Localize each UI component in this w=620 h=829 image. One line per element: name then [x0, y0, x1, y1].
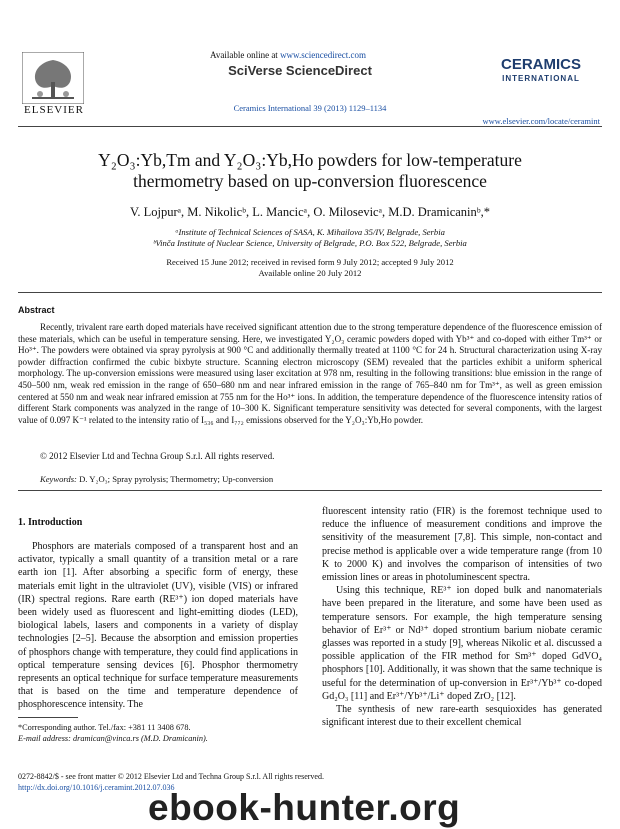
keywords-list: D. Y₂O₃; Spray pyrolysis; Thermometry; Up-conversion	[76, 474, 274, 484]
abstract-body	[18, 322, 602, 426]
available-online-line	[210, 50, 366, 60]
copyright-notice: © 2012 Elsevier Ltd and Techna Group S.r.l. All rights reserved.	[40, 451, 275, 461]
journal-logo	[486, 58, 596, 86]
journal-logo-line2: INTERNATIONAL	[502, 74, 580, 83]
available-online-date: Available online 20 July 2012	[258, 268, 362, 278]
journal-url-link[interactable]: www.elsevier.com/locate/ceramint	[482, 116, 600, 126]
affiliations	[30, 227, 590, 249]
affiliation-a: ᵃInstitute of Technical Sciences of SASA, K. Mihailova 35/IV, Belgrade, Serbia	[175, 227, 445, 237]
watermark-text: ebook-hunter.org	[148, 787, 461, 828]
intro-paragraph-2: fluorescent intensity ratio (FIR) is the foremost technique used to reduce the influence of measurement conditions and improve the sensitivity of the measurement [7,8]. This simple, non-contact and precise method is applicable over a wide temperature range (from 10 K to 2000 K) and involves the comparison of intensities of two emission lines or areas in photoluminescent spectra.	[322, 506, 602, 584]
publisher-name: ELSEVIER	[24, 104, 84, 116]
article-history	[30, 257, 590, 279]
journal-logo-line1: CERAMICS	[500, 56, 581, 73]
article-title-line1: Y₂O₃:Yb,Tm and Y₂O₃:Yb,Ho powders for low-temperature	[98, 150, 522, 170]
intro-paragraph-4: The synthesis of new rare-earth sesquioxides has generated significant interest due to their excellent chemical	[322, 704, 602, 729]
elsevier-tree-logo	[22, 52, 84, 104]
article-title-line2: thermometry based on up-conversion fluorescence	[133, 171, 487, 191]
corresponding-author-footnote	[18, 722, 208, 744]
footnote-email: E-mail address: dramican@vinca.rs (M.D. Dramicanin).	[18, 734, 208, 743]
abstract-heading: Abstract	[18, 305, 55, 315]
keywords-divider	[18, 490, 602, 491]
footnote-contact: *Corresponding author. Tel./fax: +381 11 3408 678.	[18, 723, 191, 732]
keywords-label: Keywords:	[40, 474, 77, 484]
issn-line: 0272-8842/$ - see front matter © 2012 Elsevier Ltd and Techna Group S.r.l. All rights reserved.	[18, 772, 324, 781]
author-list: V. Lojpurᵃ, M. Nikolicᵇ, L. Mancicᵃ, O. Milosevicᵃ, M.D. Dramicaninᵇ,*	[129, 205, 491, 219]
article-title	[30, 150, 590, 192]
sciencedirect-link[interactable]: www.sciencedirect.com	[280, 50, 366, 60]
abstract-text: Recently, trivalent rare earth doped materials have received significant attention due to the strong temperature dependence of the fluorescence emission of these materials, which can be useful in temperature sensing. Here, we investigated Y₂O₃ ceramic powders doped with Yb³⁺ and co-doped with either Tm³⁺ or Ho³⁺. The powders were obtained via spray pyrolysis at 900 °C and additionally thermally treated at 1100 °C for 24 h. Structural characterization using X-ray powder diffraction confirmed the cubic bixbyte structure. Scanning electron microscopy (SEM) revealed that the particles exhibit a uniform spherical morphology. The up-conversion emissions were measured using laser excitation at 978 nm, resulting in the following transitions: blue emission in the range of 450–500 nm, weak red emission in the range of 650–680 nm and near infrared emission in the range of 765–840 nm for Tm³⁺, as well as green emission centered at 550 nm and weak near infrared emission at 755 nm for the Ho³⁺ ions. In addition, the temperature dependence of the fluorescence intensity ratios of different Stark components was analyzed in the range of 10–300 K. Significant temperature sensitivity was detected for several components, with the largest value of 0.097 K⁻¹ related to the intensity ratio of I₅₃₆ and I₇₇₂ emissions observed for the Y₂O₃:Yb,Ho powder.	[18, 322, 602, 425]
header-divider	[18, 126, 602, 127]
doi-link[interactable]: http://dx.doi.org/10.1016/j.ceramint.2012.07.036	[18, 783, 175, 792]
keywords-line	[40, 474, 273, 484]
intro-paragraph-1: Phosphors are materials composed of a transparent host and an activator, typically a small quantity of a transition metal or a rare earth ion [1]. After absorbing a specific form of energy, these materials emit light in the ultraviolet (UV), visible (VIS) or infrared (IR) spectral regions. Rare earth (RE³⁺) ion doped materials have been widely used as fluorescent and light-emitting diodes (LED), biological labels, lasers and components in a variety of display technologies [2–5]. Because the absorption and emission properties of phosphors change with temperature, they could find applications in optical temperature sensing devices [6]. Phosphor thermometry represents an optical technique for surface temperature measurements that is based on the time and temperature dependence of phosphorescence intensity. The	[18, 541, 298, 711]
footnote-divider	[18, 717, 78, 718]
platform-name: SciVerse ScienceDirect	[228, 63, 372, 78]
title-divider	[18, 292, 602, 293]
journal-citation-link[interactable]: Ceramics International 39 (2013) 1129–1134	[233, 103, 387, 113]
history-dates: Received 15 June 2012; received in revised form 9 July 2012; accepted 9 July 2012	[166, 257, 454, 267]
right-column	[322, 505, 602, 729]
section-heading-introduction: 1. Introduction	[18, 517, 83, 528]
affiliation-b: ᵇVinča Institute of Nuclear Science, University of Belgrade, P.O. Box 522, Belgrade, Serbia	[153, 238, 467, 248]
available-online-label: Available online at	[210, 50, 281, 60]
intro-paragraph-3: Using this technique, RE³⁺ ion doped bulk and nanomaterials have been prepared in the literature, and some have been used as temperature sensors. For example, the high temperature sensing behavior of Er³⁺ or Nd³⁺ doped strontium barium niobate ceramic glasses was reported in a study [9], whereas Nikolic et al. discussed a possible application of the FIR method for Sm³⁺ doped GdVO₄ phosphors [10]. Additionally, it was shown that the same technique is useful for the determination of up-conversion in Er³⁺/Yb³⁺ co-doped Gd₂O₃ [11] and Er³⁺/Yb³⁺/Li⁺ doped ZrO₂ [12].	[322, 585, 602, 702]
left-column	[18, 540, 298, 712]
